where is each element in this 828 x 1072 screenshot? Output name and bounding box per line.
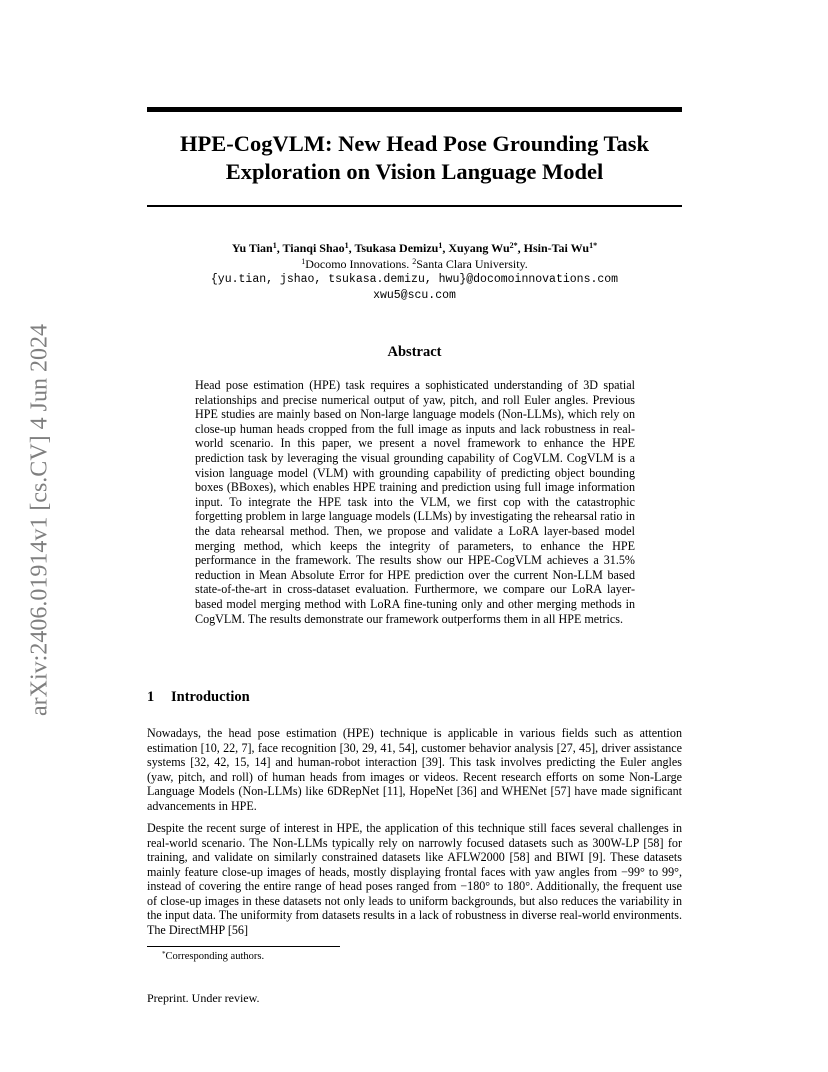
title-top-rule — [147, 107, 682, 112]
author-name: , Xuyang Wu — [442, 241, 510, 255]
author-names — [147, 240, 682, 256]
abstract-text: Head pose estimation (HPE) task requires a sophisticated understanding of 3D spatial relationships and precise numerical output of yaw, pitch, and roll Euler angles. Previous HPE studies are mainly based on Non-large language models (Non-LLMs), which rely on close-up human heads cropped from the full image as inputs and lack robustness in real-world scenario. In this paper, we present a novel framework to enhance the HPE prediction task by leveraging the visual grounding capability of CogVLM. CogVLM is a vision language model (VLM) with grounding capability of predicting object bounding boxes (BBoxes), which enables HPE training and prediction using full image information input. To integrate the HPE task into the VLM, we first cop with the catastrophic forgetting problem in large language models (LLMs) by investigating the rehearsal ratio in the data rehearsal method. Then, we propose and validate a LoRA layer-based model merging method, which keeps the integrity of parameters, to enhance the HPE performance in the framework. The results show our HPE-CogVLM achieves a 31.5% reduction in Mean Absolute Error for HPE prediction over the current Non-LLM based state-of-the-art in cross-dataset evaluation. Furthermore, we compare our LoRA layer-based model merging method with LoRA fine-tuning only and other merging methods in CogVLM. The results demonstrate our framework outperforms them in all HPE metrics. — [195, 378, 635, 626]
author-name: Yu Tian — [231, 241, 273, 255]
author-affiliation-mark: 1 — [438, 241, 443, 250]
arxiv-side-label: arXiv:2406.01914v1 [cs.CV] 4 Jun 2024 — [26, 324, 53, 716]
section-heading — [147, 689, 250, 706]
author-affiliation-mark: 1 — [272, 241, 277, 250]
author-name: , Tianqi Shao — [276, 241, 345, 255]
author-block — [147, 240, 682, 304]
author-emails: {yu.tian, jshao, tsukasa.demizu, hwu}@docomoinnovations.com — [210, 273, 619, 286]
title-line-1: HPE-CogVLM: New Head Pose Grounding Task — [179, 131, 650, 156]
affiliation-mark: 2 — [412, 257, 417, 266]
intro-paragraph-1: Nowadays, the head pose estimation (HPE) technique is applicable in various fields such as attention estimation [10, 22, 7], face recognition [30, 29, 41, 54], customer behavior analysis [27, 45], driver assistance systems [32, 42, 15, 14] and human-robot interaction [39]. This task involves predicting the Euler angles (yaw, pitch, and roll) of human heads from images or videos. Recent research efforts on some Non-Large Language Models (Non-LLMs) like 6DRepNet [11], HopeNet [36] and WHENet [57] have made significant advancements in HPE. — [147, 726, 682, 813]
affiliation: Docomo Innovations. — [305, 257, 413, 271]
footnote-text: Corresponding authors. — [165, 951, 265, 962]
title-line-2: Exploration on Vision Language Model — [225, 159, 604, 184]
title-bottom-rule — [147, 205, 682, 207]
affiliations — [147, 256, 682, 272]
author-affiliation-mark: 1* — [589, 241, 598, 250]
footnote-mark: * — [162, 950, 166, 958]
author-affiliation-mark: 1 — [344, 241, 349, 250]
affiliation: Santa Clara University. — [416, 257, 528, 271]
section-title: Introduction — [171, 689, 250, 705]
footnote-rule — [147, 946, 340, 947]
author-affiliation-mark: 2* — [509, 241, 518, 250]
author-email-secondary: xwu5@scu.com — [373, 289, 456, 302]
author-name: , Tsukasa Demizu — [348, 241, 439, 255]
abstract-heading: Abstract — [387, 344, 442, 360]
affiliation-mark: 1 — [301, 257, 306, 266]
preprint-note: Preprint. Under review. — [147, 991, 260, 1005]
paper-title — [147, 130, 682, 186]
footnote — [162, 950, 264, 963]
intro-paragraph-2: Despite the recent surge of interest in HPE, the application of this technique still faces several challenges in real-world scenario. The Non-LLMs typically rely on narrowly focused datasets such as 300W-LP [58] for training, and validate on similarly constrained datasets like AFLW2000 [58] and BIWI [9]. These datasets mainly feature close-up images of heads, mostly displaying frontal faces with yaw angles from −99° to 99°, instead of covering the entire range of head poses ranged from −180° to 180°. Additionally, the frequent use of close-up images in these datasets not only leads to uniform backgrounds, but also reduces the variability in the input data. The uniformity from datasets results in a lack of robustness in diverse real-world environments. The DirectMHP [56] — [147, 821, 682, 937]
author-name: , Hsin-Tai Wu — [517, 241, 590, 255]
section-number: 1 — [147, 689, 155, 705]
